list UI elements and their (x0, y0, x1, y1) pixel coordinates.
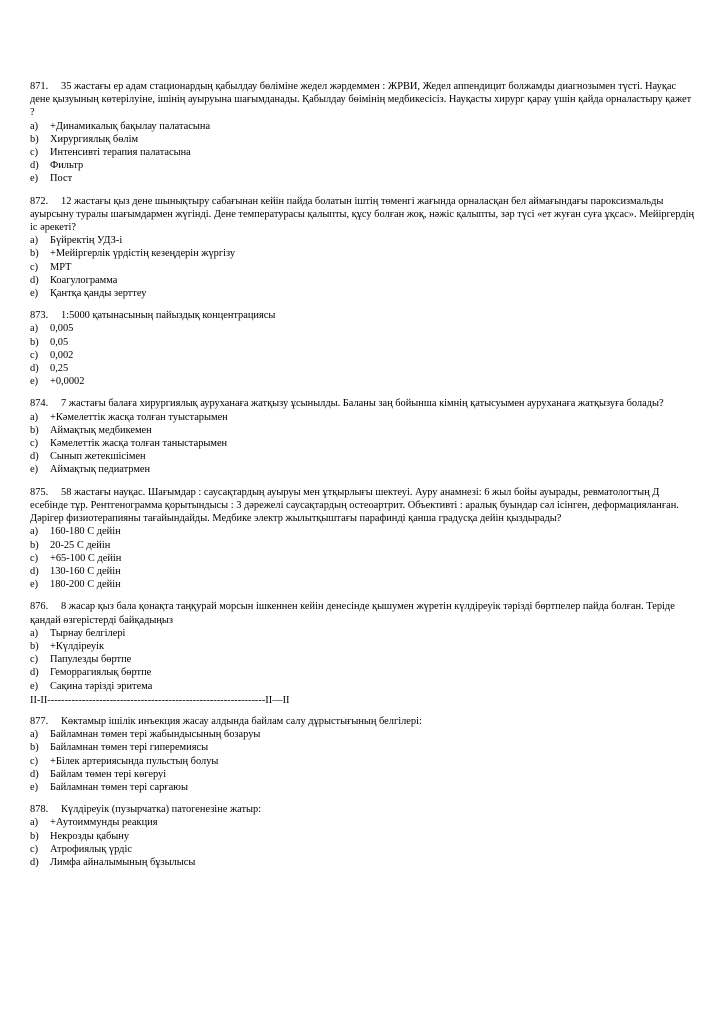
option-d (30, 666, 695, 679)
option-a (30, 411, 695, 424)
question-number: 873. (30, 310, 49, 322)
option-text: Некрозды қабыну (50, 830, 130, 842)
option-letter: b) (30, 248, 39, 260)
option-letter: b) (30, 640, 39, 652)
question-text (30, 486, 695, 526)
question-text (30, 803, 695, 816)
option-letter: d) (30, 565, 39, 577)
option-letter: d) (30, 160, 39, 172)
option-text: Байламнан төмен тері гиперемиясы (50, 742, 209, 754)
option-text: +0,0002 (50, 376, 85, 388)
option-letter: b) (30, 830, 39, 842)
option-c (30, 552, 695, 565)
option-letter: b) (30, 424, 39, 436)
option-a (30, 816, 695, 829)
option-letter: e) (30, 579, 39, 591)
option-b (30, 539, 695, 552)
question-text (30, 195, 695, 235)
option-e (30, 578, 695, 591)
option-a (30, 234, 695, 247)
option-c (30, 146, 695, 159)
question-body: 58 жастағы науқас. Шағымдар : саусақтардың ауыруы мен ұтқырлығы шектеуі. Ауру анамнезі: 6 жыл бойы ауырады, ревматологтың Д есебінде тұр. Рентгенограмма қорытындысы : 3 дәрежелі саусақтардың остеоартрит. Объективті : аралық буындар сәл ісінген, деформацияланған. Дәрігер физиотерапияны тағайындайды. Медбике электр жылытқыштағы парафинді қанша градусқа дейін қыздырады? (30, 486, 679, 525)
question-body: 7 жастағы балаға хирургиялық ауруханаға жатқызу ұсынылды. Баланы заң бойынша кімнің қатысуымен ауруханаға жатқызуға болады? (61, 398, 664, 410)
option-e (30, 375, 695, 388)
option-b (30, 133, 695, 146)
question-body: 35 жастағы ер адам стационардың қабылдау бөліміне жедел жәрдеммен : ЖРВИ, Жедел аппендицит болжамды диагнозымен түсті. Науқас дене қызуының көтерілуіне, ішінің ауыруына шағымданады. Қабылдау бөімінің медбикесісіз. Науқасты хирург қарау үшін қайда орналастыру қажет ? (30, 81, 692, 119)
option-text: Кәмелеттік жасқа толған таныстарымен (50, 438, 228, 450)
option-text: Бүйректің УДЗ-і (50, 235, 123, 247)
question-871 (30, 80, 695, 186)
document-page (30, 80, 695, 878)
question-number: 877. (30, 715, 49, 727)
option-d (30, 450, 695, 463)
option-text: Аймақтық медбикемен (50, 424, 152, 436)
question-text (30, 600, 695, 626)
question-875 (30, 486, 695, 592)
option-e (30, 287, 695, 300)
option-d (30, 362, 695, 375)
question-number: 878. (30, 804, 49, 816)
option-b (30, 640, 695, 653)
option-text: Папулезды бөртпе (50, 654, 132, 666)
option-text: 0,005 (50, 323, 74, 335)
option-text: Аймақтық педиатрмен (50, 464, 151, 476)
option-letter: c) (30, 147, 39, 159)
question-number: 871. (30, 81, 49, 92)
option-b (30, 424, 695, 437)
option-a (30, 120, 695, 133)
question-number: 875. (30, 486, 49, 498)
option-e (30, 781, 695, 794)
option-d (30, 159, 695, 172)
option-text: МРТ (50, 261, 72, 273)
question-text (30, 715, 695, 728)
option-text: 20-25 С дейін (50, 539, 111, 551)
option-letter: d) (30, 856, 39, 868)
section-divider: II-II---------------------------------------------------------------II—II (30, 694, 290, 706)
option-text: Байлам төмен тері көгеруі (50, 768, 167, 780)
option-c (30, 437, 695, 450)
option-letter: a) (30, 323, 39, 335)
question-body: Күлдіреуік (пузырчатка) патогенезіне жатыр: (61, 804, 262, 816)
question-873 (30, 309, 695, 388)
option-letter: a) (30, 627, 39, 639)
option-text: +65-100 С дейін (50, 552, 122, 564)
option-letter: c) (30, 654, 39, 666)
option-text: +Кәмелеттік жасқа толған туыстарымен (50, 411, 228, 423)
option-letter: a) (30, 817, 39, 829)
option-letter: a) (30, 411, 39, 423)
question-876 (30, 600, 695, 692)
option-a (30, 627, 695, 640)
option-text: 180-200 С дейін (50, 579, 121, 591)
question-text (30, 397, 695, 410)
option-text: Тырнау белгілері (50, 627, 126, 639)
option-b (30, 830, 695, 843)
option-letter: c) (30, 261, 39, 273)
question-body: 12 жастағы қыз дене шынықтыру сабағынан кейін пайда болатын іштің төменгі жағында орналасқан бел аймағындағы пароксизмальды ауырсыну туралы шағымдармен жүгінді. Дене температурасы қалыпты, құсу болған жоқ, нәжіс қалыпты, зәр түсі «ет жуған суға ұқсас». Мейіргердің іс әрекеті? (30, 195, 695, 234)
option-c (30, 843, 695, 856)
option-b (30, 336, 695, 349)
option-letter: c) (30, 349, 39, 361)
option-e (30, 463, 695, 476)
option-text: Хирургиялық бөлім (50, 133, 139, 145)
option-letter: c) (30, 438, 39, 450)
option-text: +Күлдіреуік (50, 640, 105, 652)
option-text: Фильтр (50, 160, 84, 172)
option-text: Коагулограмма (50, 274, 118, 286)
option-letter: b) (30, 133, 39, 145)
option-letter: b) (30, 742, 39, 754)
option-text: Сақина тәрізді эритема (50, 680, 153, 692)
option-text: 0,05 (50, 336, 69, 348)
option-letter: e) (30, 288, 39, 300)
question-878 (30, 803, 695, 869)
option-text: +Аутоиммунды реакция (50, 817, 158, 829)
option-letter: b) (30, 336, 39, 348)
option-d (30, 856, 695, 869)
question-body: 8 жасар қыз бала қонақта таңқурай морсын ішкеннен кейін денесінде қышумен жүретін күлдіреуік тәрізді бөртпелер пайда болған. Теріде қандай өзгерістерді байқадыңыз (30, 601, 675, 626)
question-number: 872. (30, 195, 49, 207)
option-text: 0,25 (50, 363, 69, 375)
option-letter: a) (30, 526, 39, 538)
option-letter: e) (30, 464, 39, 476)
option-c (30, 653, 695, 666)
option-letter: e) (30, 680, 39, 692)
option-text: Интенсивті терапия палатасына (50, 147, 191, 159)
option-letter: d) (30, 451, 39, 463)
question-874 (30, 397, 695, 476)
option-letter: e) (30, 173, 39, 185)
option-letter: e) (30, 781, 39, 793)
option-text: Байламнан төмен тері жабындысының бозаруы (50, 729, 261, 741)
option-letter: c) (30, 843, 39, 855)
option-letter: d) (30, 667, 39, 679)
option-d (30, 768, 695, 781)
option-letter: a) (30, 729, 39, 741)
question-body: 1:5000 қатынасының пайыздық концентрациясы (61, 310, 276, 322)
option-letter: c) (30, 755, 39, 767)
option-a (30, 525, 695, 538)
option-c (30, 261, 695, 274)
option-letter: a) (30, 120, 39, 132)
option-b (30, 247, 695, 260)
option-c (30, 755, 695, 768)
question-number: 874. (30, 398, 49, 410)
option-e (30, 680, 695, 693)
question-text (30, 80, 695, 120)
option-letter: d) (30, 363, 39, 375)
option-text: 0,002 (50, 349, 74, 361)
option-text: +Динамикалық бақылау палатасына (50, 120, 211, 132)
option-text: Сынып жетекшісімен (50, 451, 146, 463)
option-letter: e) (30, 376, 39, 388)
option-letter: a) (30, 235, 39, 247)
option-e (30, 172, 695, 185)
option-text: Лимфа айналымының бұзылысы (50, 856, 196, 868)
option-text: +Мейіргерлік үрдістің кезеңдерін жүргізу (50, 248, 236, 260)
option-text: Атрофиялық үрдіс (50, 843, 132, 855)
option-text: 130-160 С дейін (50, 565, 121, 577)
option-letter: b) (30, 539, 39, 551)
option-letter: d) (30, 274, 39, 286)
question-body: Көктамыр ішілік инъекция жасау алдында байлам салу дұрыстығының белгілері: (61, 715, 422, 727)
option-text: Пост (50, 173, 73, 185)
option-letter: d) (30, 768, 39, 780)
question-877 (30, 715, 695, 794)
question-text (30, 309, 695, 322)
question-872 (30, 195, 695, 301)
option-a (30, 322, 695, 335)
question-number: 876. (30, 601, 49, 613)
option-text: Байламнан төмен тері сарғаюы (50, 781, 188, 793)
option-c (30, 349, 695, 362)
option-d (30, 274, 695, 287)
option-text: 160-180 С дейін (50, 526, 121, 538)
option-text: Қантқа қанды зерттеу (50, 288, 147, 300)
option-text: Геморрагиялық бөртпе (50, 667, 152, 679)
option-d (30, 565, 695, 578)
option-b (30, 741, 695, 754)
option-text: +Білек артериясында пульстың болуы (50, 755, 219, 767)
option-a (30, 728, 695, 741)
option-letter: c) (30, 552, 39, 564)
